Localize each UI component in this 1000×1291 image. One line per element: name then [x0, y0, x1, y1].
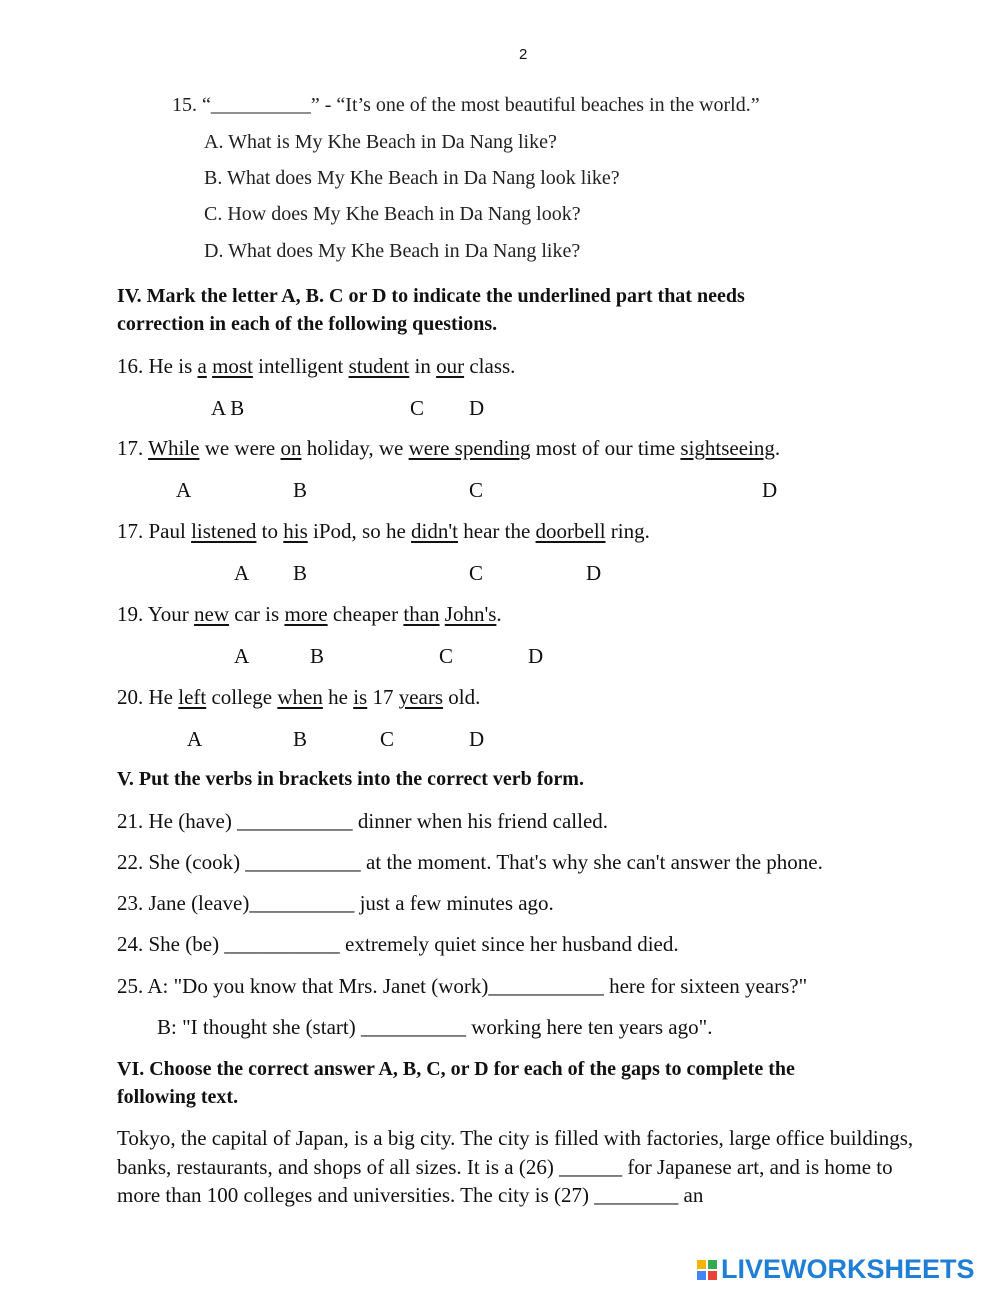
logo-square-1 [697, 1260, 706, 1269]
question-20-letter-a: A [187, 727, 203, 751]
question-17-second-part-c: didn't [411, 519, 458, 543]
question-23: 23. Jane (leave)__________ just a few minutes ago. [117, 891, 554, 915]
logo-square-2 [708, 1260, 717, 1269]
question-17-first: 17. While we were on holiday, we were spending most of our time sightseeing. [117, 436, 781, 460]
question-16-letter-c: C [410, 396, 425, 420]
question-20-part-d: years [398, 685, 444, 709]
question-17-second: 17. Paul listened to his iPod, so he didn't hear the doorbell ring. [117, 519, 650, 543]
logo-square-3 [697, 1271, 706, 1280]
section-6-heading-line-1: VI. Choose the correct answer A, B, C, or D for each of the gaps to complete the [117, 1058, 795, 1080]
question-19-part-c: than [403, 602, 440, 626]
section-5-heading: V. Put the verbs in brackets into the correct verb form. [117, 768, 584, 790]
question-20-part-c: is [353, 685, 368, 709]
question-19-part-a: new [194, 602, 230, 626]
question-17-first-letter-d: D [762, 478, 778, 502]
question-16: 16. He is a most intelligent student in our class. [117, 354, 516, 378]
question-22: 22. She (cook) ___________ at the moment. That's why she can't answer the phone. [117, 850, 823, 874]
question-19-part-b: more [284, 602, 328, 626]
question-19-part-d: John's [444, 602, 497, 626]
question-17-second-part-a: listened [191, 519, 257, 543]
question-19-letter-a: A [234, 644, 250, 668]
question-24: 24. She (be) ___________ extremely quiet since her husband died. [117, 932, 679, 956]
question-17-second-part-b: his [283, 519, 308, 543]
question-16-letters-ab: A B [211, 396, 245, 420]
question-21: 21. He (have) ___________ dinner when his friend called. [117, 809, 609, 833]
question-20: 20. He left college when he is 17 years old. [117, 685, 481, 709]
question-16-part-b: most [212, 354, 253, 378]
question-20-letter-b: B [293, 727, 308, 751]
question-20-letter-d: D [469, 727, 485, 751]
question-15-option-c: C. How does My Khe Beach in Da Nang look? [204, 203, 581, 225]
question-17-second-letter-d: D [586, 561, 602, 585]
question-17-first-part-c: were spending [408, 436, 531, 460]
question-17-first-part-a: While [148, 436, 200, 460]
question-17-first-letter-b: B [293, 478, 308, 502]
question-20-part-b: when [277, 685, 323, 709]
question-16-part-a: a [197, 354, 207, 378]
question-17-first-part-d: sightseeing [680, 436, 775, 460]
page-number: 2 [519, 46, 528, 63]
logo-square-4 [708, 1271, 717, 1280]
question-17-first-letter-a: A [176, 478, 192, 502]
section-6-heading-line-2: following text. [117, 1086, 239, 1108]
question-17-second-letter-a: A [234, 561, 250, 585]
liveworksheets-logo-text: LIVEWORKSHEETS [721, 1254, 975, 1284]
reading-passage: Tokyo, the capital of Japan, is a big city. The city is filled with factories, large office buildings, banks, restaurants, and shops of all sizes. It is a (26) ______ for Japanese art, and is home to more than 100 colleges and universities. The city is (27) ________ an [117, 1126, 914, 1207]
question-15-option-d: D. What does My Khe Beach in Da Nang like? [204, 240, 581, 262]
question-15-option-a: A. What is My Khe Beach in Da Nang like? [204, 131, 557, 153]
section-4-heading-line-2: correction in each of the following questions. [117, 313, 498, 335]
question-20-letter-c: C [380, 727, 395, 751]
question-16-part-c: student [348, 354, 410, 378]
question-19-letter-d: D [528, 644, 544, 668]
question-17-second-letter-b: B [293, 561, 308, 585]
question-19-letter-b: B [310, 644, 325, 668]
question-16-letter-d: D [469, 396, 485, 420]
question-25-b: B: "I thought she (start) __________ working here ten years ago". [157, 1015, 713, 1039]
question-19-letter-c: C [439, 644, 454, 668]
question-20-part-a: left [178, 685, 207, 709]
liveworksheets-logo-icon [697, 1260, 717, 1280]
question-25-a: 25. A: "Do you know that Mrs. Janet (work)___________ here for sixteen years?" [117, 974, 808, 998]
section-4-heading-line-1: IV. Mark the letter A, B. C or D to indicate the underlined part that needs [117, 285, 745, 307]
liveworksheets-logo [697, 1254, 975, 1285]
question-15-option-b: B. What does My Khe Beach in Da Nang look like? [204, 167, 620, 189]
question-17-first-part-b: on [280, 436, 302, 460]
question-17-second-letter-c: C [469, 561, 484, 585]
question-17-second-part-d: doorbell [535, 519, 606, 543]
question-19: 19. Your new car is more cheaper than John's. [117, 602, 502, 626]
question-16-part-d: our [436, 354, 465, 378]
question-17-first-letter-c: C [469, 478, 484, 502]
question-15-stem: 15. “__________” - “It’s one of the most beautiful beaches in the world.” [172, 94, 760, 116]
